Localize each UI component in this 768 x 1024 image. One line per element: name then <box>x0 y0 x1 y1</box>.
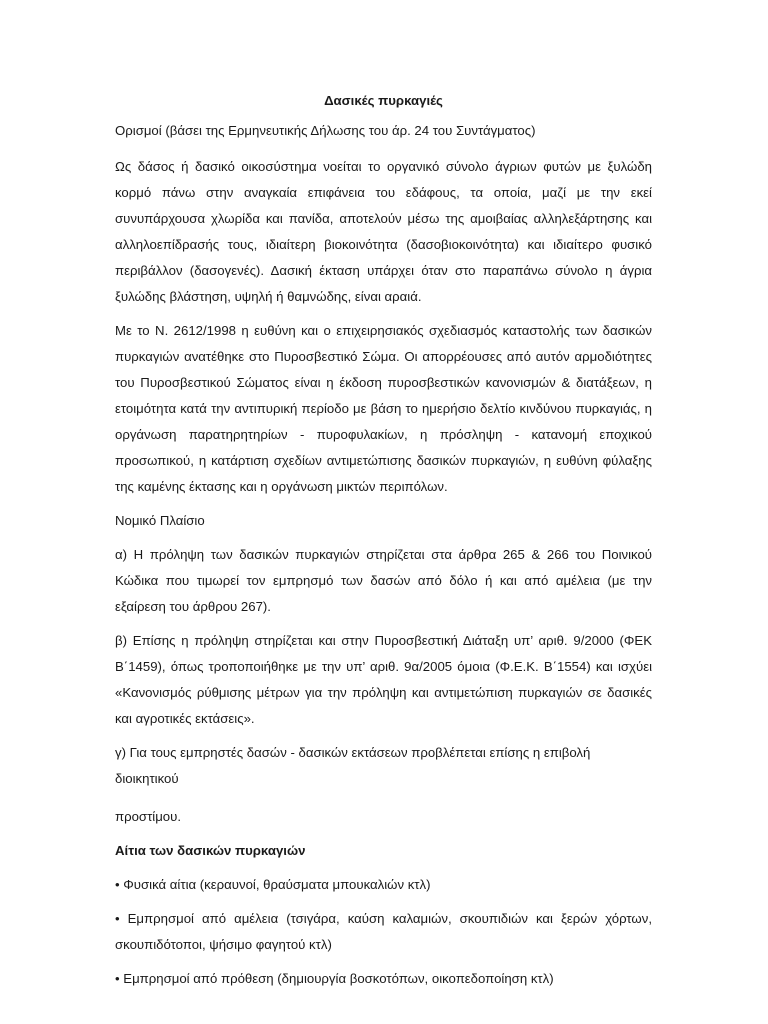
document-subtitle: Ορισμοί (βάσει της Ερμηνευτικής Δήλωσης του άρ. 24 του Συντάγματος) <box>115 123 536 138</box>
paragraph-c-line1: γ) Για τους εμπρηστές δασών - δασικών εκτάσεων προβλέπεται επίσης η επιβολή διοικητικού <box>115 745 591 786</box>
document-body <box>115 88 652 1000</box>
bullet-natural-causes: • Φυσικά αίτια (κεραυνοί, θραύσματα μπουκαλιών κτλ) <box>115 877 431 892</box>
paragraph-a: α) Η πρόληψη των δασικών πυρκαγιών στηρίζεται στα άρθρα 265 & 266 του Ποινικού Κώδικα που τιμωρεί τον εμπρησμό των δασών από δόλο ή και από αμέλεια (με την εξαίρεση του άρθρου 267). <box>115 547 652 614</box>
paragraph-c-line2: προστίμου. <box>115 809 182 824</box>
legal-framework-heading: Νομικό Πλαίσιο <box>115 513 205 528</box>
paragraph-definition: Ως δάσος ή δασικό οικοσύστημα νοείται το οργανικό σύνολο άγριων φυτών με ξυλώδη κορμό πάνω στην αναγκαία επιφάνεια του εδάφους, τα οποία, μαζί με την εκεί συνυπάρχουσα χλωρίδα και πανίδα, αποτελούν μέσω της αμοιβαίας αλληλεξάρτησης και αλληλοεπίδρασής τους, ιδιαίτερη βιοκοινότητα (δασοβιοκοινότητα) και ιδιαίτερο φυσικό περιβάλλον (δασογενές). Δασική έκταση υπάρχει όταν στο παραπάνω σύνολο η άγρια ξυλώδης βλάστηση, υψηλή ή θαμνώδης, είναι αραιά. <box>115 159 652 304</box>
bullet-negligence: • Εμπρησμοί από αμέλεια (τσιγάρα, καύση καλαμιών, σκουπιδιών και ξερών χόρτων, σκουπιδότοποι, ψήσιμο φαγητού κτλ) <box>115 911 652 952</box>
bullet-intentional: • Εμπρησμοί από πρόθεση (δημιουργία βοσκοτόπων, οικοπεδοποίηση κτλ) <box>115 971 554 986</box>
paragraph-law: Με το Ν. 2612/1998 η ευθύνη και ο επιχειρησιακός σχεδιασμός καταστολής των δασικών πυρκαγιών ανατέθηκε στο Πυροσβεστικό Σώμα. Οι απορρέουσες από αυτόν αρμοδιότητες του Πυροσβεστικού Σώματος είναι η έκδοση πυροσβεστικών κανονισμών & διατάξεων, η ετοιμότητα κατά την αντιπυρική περίοδο με βάση το ημερήσιο δελτίο κινδύνου πυρκαγιάς, η οργάνωση παρατηρητηρίων - πυροφυλακίων, η πρόσληψη - κατανομή εποχικού προσωπικού, η κατάρτιση σχεδίων αντιμετώπισης δασικών πυρκαγιών, η ευθύνη φύλαξης της καμένης έκτασης και η οργάνωση μικτών περιπόλων. <box>115 323 652 494</box>
paragraph-b: β) Επίσης η πρόληψη στηρίζεται και στην Πυροσβεστική Διάταξη υπ’ αριθ. 9/2000 (ΦΕΚ Β΄1459), όπως τροποποιήθηκε με την υπ’ αριθ. 9α/2005 όμοια (Φ.Ε.Κ. Β΄1554) και ισχύει «Κανονισμός ρύθμισης μέτρων για την πρόληψη και αντιμετώπιση πυρκαγιών σε δασικές και αγροτικές εκτάσεις». <box>115 633 652 726</box>
document-title: Δασικές πυρκαγιές <box>324 93 443 108</box>
causes-heading: Αίτια των δασικών πυρκαγιών <box>115 843 306 858</box>
